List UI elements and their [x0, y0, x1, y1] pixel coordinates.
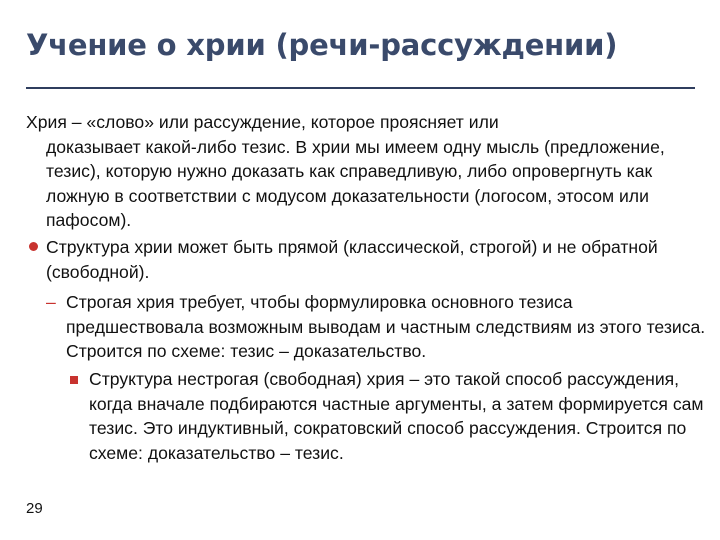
bullet-structure: Структура хрии может быть прямой (классической, строгой) и не обратной (свободной).	[46, 237, 658, 282]
paragraph-definition-first-line: Хрия – «слово» или рассуждение, которое проясняет или	[26, 112, 499, 132]
square-bullet-icon	[70, 376, 78, 384]
subitem-free-chria: Структура нестрогая (свободная) хрия – это такой способ рассуждения, когда вначале подбираются частные аргументы, а затем формируется сам тезис. Это индуктивный, сократовский способ рассуждения. Строится по схеме: доказательство – тезис.	[89, 369, 704, 463]
paragraph-definition-continuation: доказывает какой-либо тезис. В хрии мы имеем одну мысль (предложение, тезис), которую нужно доказать как справедливую, либо опровергнуть как ложную в соответствии с модусом доказательности (логосом, этосом или пафосом).	[46, 136, 665, 231]
slide-title: Учение о хрии (речи-рассуждении)	[26, 28, 618, 62]
paragraph-definition	[26, 110, 686, 233]
bullet-dot-icon	[29, 242, 38, 251]
page-number: 29	[26, 500, 43, 517]
dash-bullet-icon: –	[46, 292, 56, 312]
title-divider	[26, 87, 695, 89]
subitem-strict-chria: Строгая хрия требует, чтобы формулировка основного тезиса предшествовала возможным выводам и частным следствиям из этого тезиса. Строится по схеме: тезис – доказательство.	[66, 292, 706, 362]
